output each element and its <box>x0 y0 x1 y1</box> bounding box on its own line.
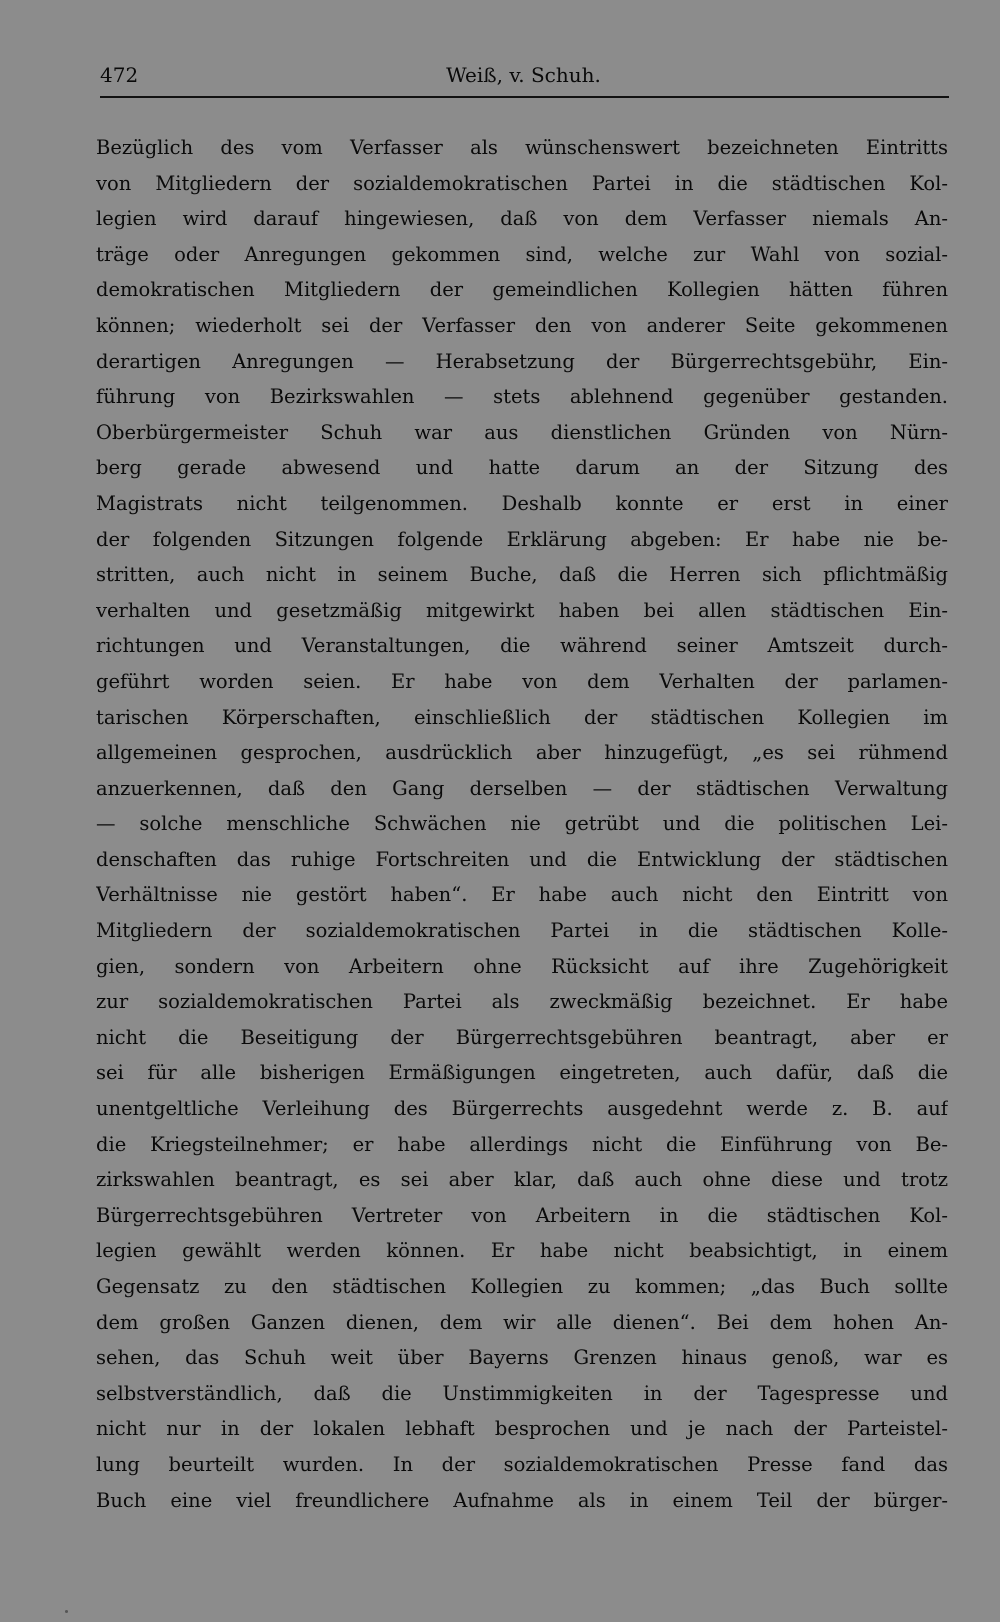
text-line: derartigen Anregungen — Herabsetzung der Bürgerrechtsgebühr, Ein- <box>96 349 948 373</box>
text-line: Oberbürgermeister Schuh war aus dienstlichen Gründen von Nürn- <box>96 420 948 444</box>
text-line: gien, sondern von Arbeitern ohne Rücksicht auf ihre Zugehörigkeit <box>96 954 948 978</box>
text-line: demokratischen Mitgliedern der gemeindlichen Kollegien hätten führen <box>96 278 948 302</box>
text-line: stritten, auch nicht in seinem Buche, daß die Herren sich pflichtmäßig <box>96 563 948 587</box>
text-line: richtungen und Veranstaltungen, die während seiner Amtszeit durch- <box>96 634 948 658</box>
scan-speck <box>65 1610 68 1613</box>
text-line: legien gewählt werden können. Er habe nicht beabsichtigt, in einem <box>96 1239 948 1263</box>
text-line: Magistrats nicht teilgenommen. Deshalb konnte er erst in einer <box>96 491 948 515</box>
text-line: — solche menschliche Schwächen nie getrübt und die politischen Lei- <box>96 812 948 836</box>
text-line: unentgeltliche Verleihung des Bürgerrechts ausgedehnt werde z. B. auf <box>96 1097 948 1121</box>
running-title: Weiß, v. Schuh. <box>446 63 601 87</box>
text-line: legien wird darauf hingewiesen, daß von dem Verfasser niemals An- <box>96 207 948 231</box>
text-line: anzuerkennen, daß den Gang derselben — der städtischen Verwaltung <box>96 776 948 800</box>
text-line: können; wiederholt sei der Verfasser den von anderer Seite gekommenen <box>96 313 948 337</box>
text-line: nicht die Beseitigung der Bürgerrechtsgebühren beantragt, aber er <box>96 1025 948 1049</box>
text-line: Bürgerrechtsgebühren Vertreter von Arbeitern in die städtischen Kol- <box>96 1203 948 1227</box>
text-line: tarischen Körperschaften, einschließlich der städtischen Kollegien im <box>96 705 948 729</box>
text-line: Buch eine viel freundlichere Aufnahme als in einem Teil der bürger- <box>96 1488 948 1512</box>
body-text <box>96 130 948 1518</box>
running-head <box>100 58 947 92</box>
header-rule <box>100 96 949 98</box>
text-line: denschaften das ruhige Fortschreiten und die Entwicklung der städtischen <box>96 847 948 871</box>
text-line: nicht nur in der lokalen lebhaft besprochen und je nach der Parteistel- <box>96 1417 948 1441</box>
text-line: berg gerade abwesend und hatte darum an der Sitzung des <box>96 456 948 480</box>
text-line: sehen, das Schuh weit über Bayerns Grenzen hinaus genoß, war es <box>96 1346 948 1370</box>
text-line: der folgenden Sitzungen folgende Erklärung abgeben: Er habe nie be- <box>96 527 948 551</box>
text-line: von Mitgliedern der sozialdemokratischen Partei in die städtischen Kol- <box>96 171 948 195</box>
text-line: lung beurteilt wurden. In der sozialdemokratischen Presse fand das <box>96 1452 948 1476</box>
text-line: allgemeinen gesprochen, ausdrücklich aber hinzugefügt, „es sei rühmend <box>96 741 948 765</box>
text-line: sei für alle bisherigen Ermäßigungen eingetreten, auch dafür, daß die <box>96 1061 948 1085</box>
text-line: zirkswahlen beantragt, es sei aber klar, daß auch ohne diese und trotz <box>96 1168 948 1192</box>
text-line: zur sozialdemokratischen Partei als zweckmäßig bezeichnet. Er habe <box>96 990 948 1014</box>
text-line: die Kriegsteilnehmer; er habe allerdings nicht die Einführung von Be- <box>96 1132 948 1156</box>
text-line: Verhältnisse nie gestört haben“. Er habe auch nicht den Eintritt von <box>96 883 948 907</box>
text-line: führung von Bezirkswahlen — stets ablehnend gegenüber gestanden. <box>96 385 948 409</box>
text-line: verhalten und gesetzmäßig mitgewirkt haben bei allen städtischen Ein- <box>96 598 948 622</box>
page-number: 472 <box>100 63 139 87</box>
text-line: träge oder Anregungen gekommen sind, welche zur Wahl von sozial- <box>96 242 948 266</box>
text-line: dem großen Ganzen dienen, dem wir alle dienen“. Bei dem hohen An- <box>96 1310 948 1334</box>
text-line: Mitgliedern der sozialdemokratischen Partei in die städtischen Kolle- <box>96 919 948 943</box>
text-line: Bezüglich des vom Verfasser als wünschenswert bezeichneten Eintritts <box>96 136 948 159</box>
text-line: selbstverständlich, daß die Unstimmigkeiten in der Tagespresse und <box>96 1381 948 1405</box>
text-line: geführt worden seien. Er habe von dem Verhalten der parlamen- <box>96 669 948 693</box>
text-line: Gegensatz zu den städtischen Kollegien zu kommen; „das Buch sollte <box>96 1275 948 1298</box>
